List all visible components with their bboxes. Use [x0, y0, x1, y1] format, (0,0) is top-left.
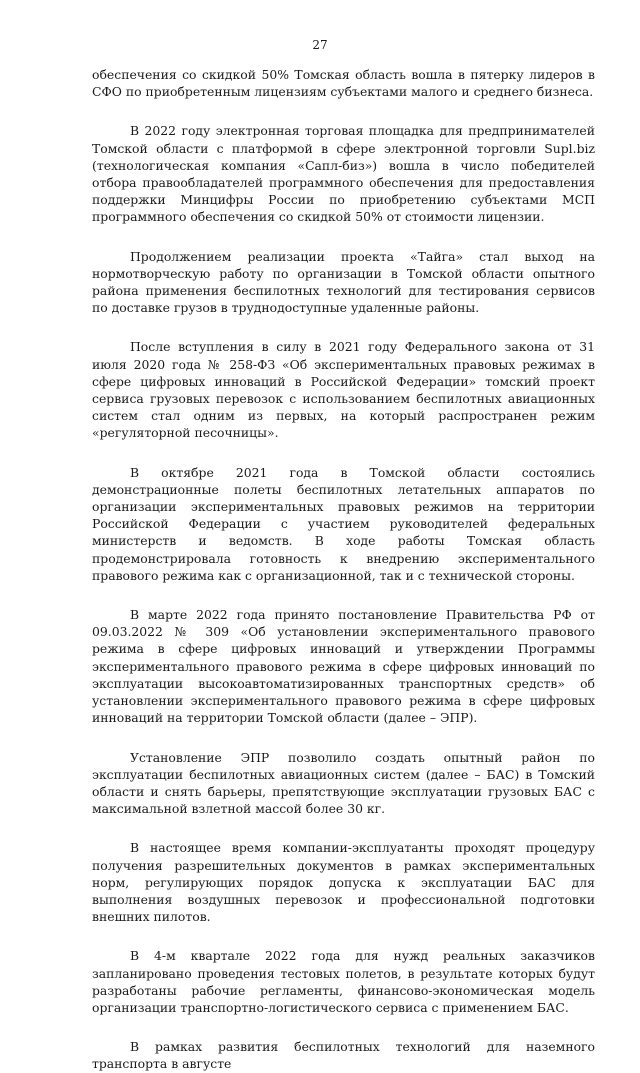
paragraph-license-leaders: обеспечения со скидкой 50% Томская область вошла в пятерку лидеров в СФО по приобретенным лицензиям субъектами малого и среднего бизнеса.: [92, 67, 595, 100]
paragraph-supl-biz: В 2022 году электронная торговая площадка для предпринимателей Томской области с платформой в сфере электронной торговли Supl.biz (технологическая компания «Сапл-биз») вошла в число победителей отбора правообладателей программного обеспечения для предоставления поддержки Минцифры России по приобретению субъектами МСП программного обеспечения со скидкой 50% от стоимости лицензии.: [92, 123, 595, 225]
paragraph-federal-law: После вступления в силу в 2021 году Федерального закона от 31 июля 2020 года № 258-ФЗ «Об экспериментальных правовых режимах в сфере цифровых инноваций в Российской Федерации» томский проект сервиса грузовых перевозок с использованием беспилотных авиационных систем стал одним из первых, на который распространен режим «регуляторной песочницы».: [92, 339, 595, 441]
document-body: [92, 66, 595, 1073]
paragraph-operators: В настоящее время компании-эксплуатанты проходят процедуру получения разрешительных документов в рамках экспериментальных норм, регулирующих порядок допуска к эксплуатации БАС для выполнения воздушных перевозок и профессиональной подготовки внешних пилотов.: [92, 840, 595, 925]
paragraph-test-flights: В 4-м квартале 2022 года для нужд реальных заказчиков запланировано проведения тестовых полетов, в результате которых будут разработаны рабочие регламенты, финансово-экономическая модель организации транспортно-логистического сервиса с применением БАС.: [92, 948, 595, 1015]
page-number: 27: [312, 38, 328, 52]
paragraph-demo-flights: В октябре 2021 года в Томской области состоялись демонстрационные полеты беспилотных летательных аппаратов по организации экспериментальных правовых режимов на территории Российской Федерации с участием руководителей федеральных министерств и ведомств. В ходе работы Томская область продемонстрировала готовность к внедрению экспериментального правового режима как с организационной, так и с технической стороны.: [92, 464, 595, 583]
paragraph-government-decree: В марте 2022 года принято постановление Правительства РФ от 09.03.2022 № 309 «Об установлении экспериментального правового режима в сфере цифровых инноваций и утверждении Программы экспериментального правового режима в сфере цифровых инноваций по эксплуатации высокоавтоматизированных транспортных средств» об установлении экспериментального правового режима в сфере цифровых инноваций на территории Томской области (далее – ЭПР).: [92, 607, 595, 726]
paragraph-taiga-project: Продолжением реализации проекта «Тайга» стал выход на нормотворческую работу по организации в Томской области опытного района применения беспилотных технологий для тестирования сервисов по доставке грузов в труднодоступные удаленные районы.: [92, 248, 595, 316]
paragraph-epr-established: Установление ЭПР позволило создать опытный район по эксплуатации беспилотных авиационных систем (далее – БАС) в Томский области и снять барьеры, препятствующие эксплуатации грузовых БАС с максимальной взлетной массой более 30 кг.: [92, 749, 595, 817]
paragraph-ground-transport: В рамках развития беспилотных технологий для наземного транспорта в августе: [92, 1039, 595, 1072]
